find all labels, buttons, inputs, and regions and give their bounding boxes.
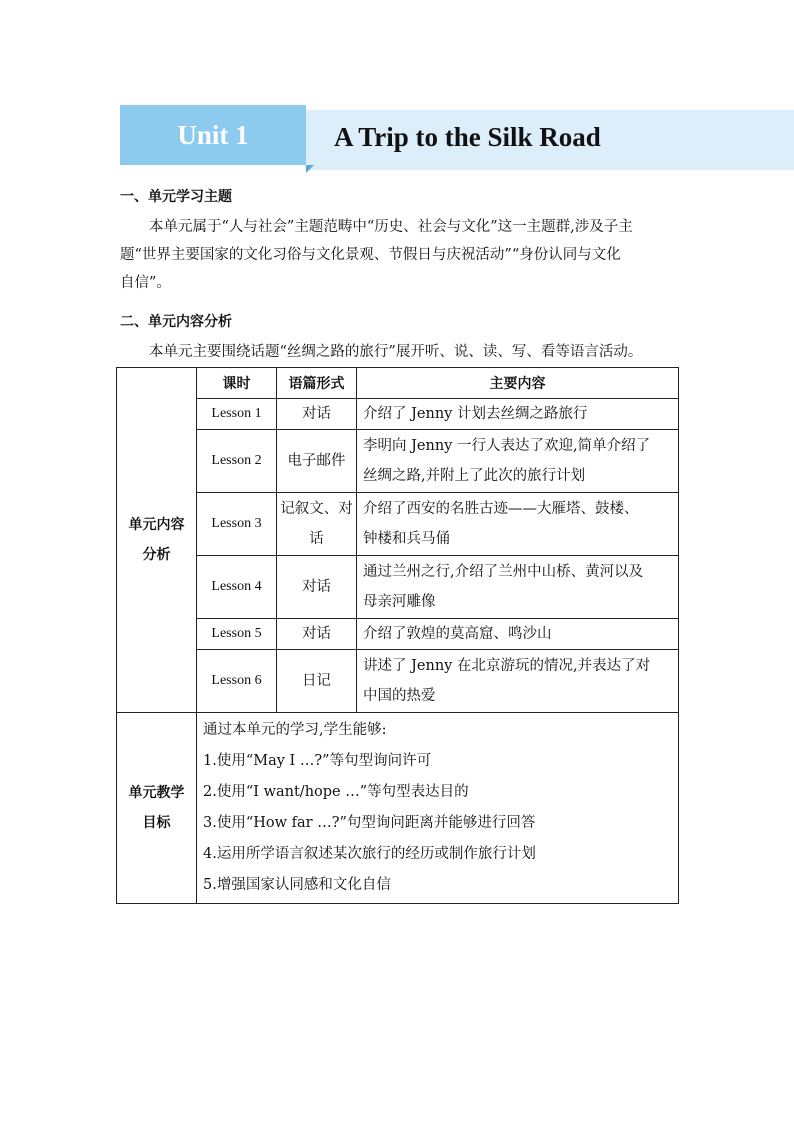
lesson-cell: Lesson 3	[197, 493, 277, 556]
form-cell: 对话	[277, 399, 357, 430]
table-row	[117, 556, 679, 619]
table-row	[117, 493, 679, 556]
table-row	[117, 399, 679, 430]
content-cell: 介绍了西安的名胜古迹——大雁塔、鼓楼、 钟楼和兵马俑	[357, 493, 679, 556]
header-form: 语篇形式	[277, 368, 357, 399]
section-1-line-3: 自信”。	[120, 275, 171, 291]
table-row	[117, 430, 679, 493]
header-content: 主要内容	[357, 368, 679, 399]
content-cell: 李明向 Jenny 一行人表达了欢迎,简单介绍了 丝绸之路,并附上了此次的旅行计划	[357, 430, 679, 493]
lesson-cell: Lesson 5	[197, 619, 277, 650]
goal-item: 1.使用“May I …?”等句型询问许可	[203, 753, 432, 769]
form-cell: 对话	[277, 619, 357, 650]
content-cell: 通过兰州之行,介绍了兰州中山桥、黄河以及 母亲河雕像	[357, 556, 679, 619]
goal-item: 4.运用所学语言叙述某次旅行的经历或制作旅行计划	[203, 846, 536, 862]
form-cell: 对话	[277, 556, 357, 619]
analysis-label-cell: 单元内容 分析	[117, 368, 197, 713]
lesson-cell: Lesson 4	[197, 556, 277, 619]
unit-content-table	[116, 367, 679, 904]
goals-cell	[197, 713, 679, 904]
goal-item: 通过本单元的学习,学生能够:	[203, 722, 387, 738]
header-lesson: 课时	[197, 368, 277, 399]
goal-item: 3.使用“How far …?”句型询问距离并能够进行回答	[203, 815, 536, 831]
form-cell: 电子邮件	[277, 430, 357, 493]
unit-title: A Trip to the Silk Road	[334, 122, 601, 152]
form-cell: 记叙文、对 话	[277, 493, 357, 556]
goals-row	[117, 713, 679, 904]
content-cell: 讲述了 Jenny 在北京游玩的情况,并表达了对 中国的热爱	[357, 650, 679, 713]
section-1-line-2: 题“世界主要国家的文化习俗与文化景观、节假日与庆祝活动”“身份认同与文化	[120, 247, 621, 263]
section-1-line-1: 本单元属于“人与社会”主题范畴中“历史、社会与文化”这一主题群,涉及子主	[149, 219, 633, 235]
section-1-paragraph	[120, 213, 676, 297]
lesson-cell: Lesson 6	[197, 650, 277, 713]
table-row	[117, 650, 679, 713]
section-2-heading: 二、单元内容分析	[120, 314, 232, 330]
unit-label: Unit 1	[177, 120, 249, 150]
goal-item: 2.使用“I want/hope …”等句型表达目的	[203, 784, 469, 800]
lesson-cell: Lesson 1	[197, 399, 277, 430]
goals-label-cell: 单元教学 目标	[117, 713, 197, 904]
form-cell: 日记	[277, 650, 357, 713]
section-2-line-1: 本单元主要围绕话题“丝绸之路的旅行”展开听、说、读、写、看等语言活动。	[149, 344, 643, 360]
table-header-row	[117, 368, 679, 399]
goal-item: 5.增强国家认同感和文化自信	[203, 877, 391, 893]
content-cell: 介绍了敦煌的莫高窟、鸣沙山	[357, 619, 679, 650]
section-2-paragraph	[120, 338, 690, 366]
content-cell: 介绍了 Jenny 计划去丝绸之路旅行	[357, 399, 679, 430]
lesson-cell: Lesson 2	[197, 430, 277, 493]
unit-label-box	[120, 105, 306, 165]
section-1-heading: 一、单元学习主题	[120, 189, 232, 205]
table-row	[117, 619, 679, 650]
